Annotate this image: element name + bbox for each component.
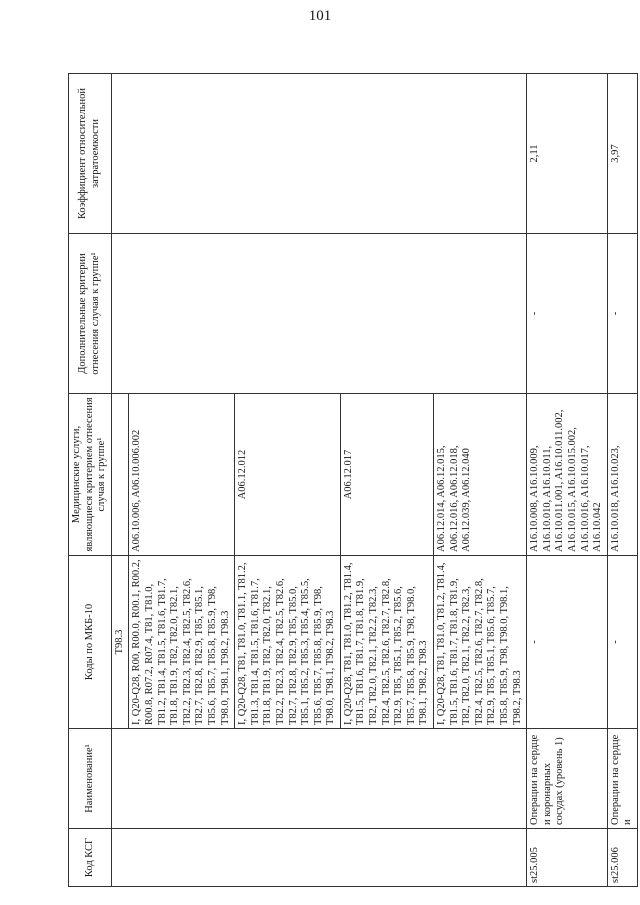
header-name: Наименование¹ — [69, 729, 112, 829]
cell-code: st25.005 — [527, 829, 608, 887]
cell-mkb: - — [607, 556, 637, 729]
header-mkb: Коды по МКБ-10 — [69, 556, 112, 729]
rotated-table-container — [68, 73, 634, 887]
cell-coef-empty — [111, 74, 526, 234]
cell-mkb: I, Q20-Q28, T81, T81.0, T81.2, T81.4, T81.5, T81.6, T81.7, T81.8, T81.9, T82, T82.0, T82.1, T82.2, T82.3, T82.4, T82.5, T82.6, T82.7, T82.8, T82.9, T85, T85.1, T85.2, T85.6, T85.7, T85.8, T85.9, T98, T98.0, T98.1, T98.2, T98.3 — [340, 556, 433, 729]
header-extra: Дополнительные критерии отнесения случая к группе¹ — [69, 234, 112, 394]
page-number: 101 — [308, 8, 332, 24]
cell-services: A16.10.018, A16.10.023, — [607, 394, 637, 556]
cell-mkb: I, Q20-Q28, T81, T81.0, T81.2, T81.4, T81.5, T81.6, T81.7, T81.8, T81.9, T82, T82.0, T82.1, T82.2, T82.3, T82.4, T82.5, T82.6, T82.7, T82.8, T82.9, T85, T85.1, T85.6, T85.7, T85.8, T85.9, T98, T98.0, T98.1, T98.2, T98.3 — [434, 556, 527, 729]
table-row — [527, 74, 608, 887]
cell-coef: 2,11 — [527, 74, 608, 234]
cell-name: Операции на сердце и — [607, 729, 637, 829]
table-row — [111, 74, 129, 887]
cell-services: A06.12.017 — [340, 394, 433, 556]
cell-name: Операции на сердце и коронарных сосудах (уровень 1) — [527, 729, 608, 829]
cell-mkb: I, Q20-Q28, R00, R00.0, R00.1, R00.2, R00.8, R07.2, R07.4, T81, T81.0, T81.2, T81.4, T81.5, T81.6, T81.7, T81.8, T81.9, T82, T82.0, T82.1, T82.2, T82.3, T82.4, T82.5, T82.6, T82.7, T82.8, T82.9, T85, T85.1, T85.6, T85.7, T85.8, T85.9, T98, T98.0, T98.1, T98.2, T98.3 — [129, 556, 235, 729]
cell-name-empty — [111, 729, 526, 829]
cell-extra-empty — [111, 234, 526, 394]
cell-code-empty — [111, 829, 526, 887]
header-coef: Коэффициент относительной затратоемкости — [69, 74, 112, 234]
header-services: Медицинские услуги, являющиеся критерием отнесения случая к группе¹ — [69, 394, 112, 556]
cell-services: A16.10.008, A16.10.009, A16.10.010, A16.10.011, A16.10.011.001, A16.10.011.002, A16.10.015, A16.10.015.002, A16.10.016, A16.10.017, A16.10.042 — [527, 394, 608, 556]
cell-mkb-cont: T98.3 — [111, 556, 129, 729]
header-code: Код КСГ — [69, 829, 112, 887]
cell-coef: 3,97 — [607, 74, 637, 234]
cell-mkb: I, Q20-Q28, T81, T81.0, T81.1, T81.2, T81.3, T81.4, T81.5, T81.6, T81.7, T81.8, T81.9, T82, T82.0, T82.1, T82.2, T82.3, T82.4, T82.5, T82.6, T82.7, T82.8, T82.9, T85, T85.0, T85.1, T85.2, T85.3, T85.4, T85.5, T85.6, T85.7, T85.8, T85.9, T98, T98.0, T98.1, T98.2, T98.3 — [235, 556, 341, 729]
cell-services: A06.12.014, A06.12.015, A06.12.016, A06.12.018, A06.12.039, A06.12.040 — [434, 394, 527, 556]
cell-services-cont — [111, 394, 129, 556]
cell-code: st25.006 — [607, 829, 637, 887]
cell-extra: - — [527, 234, 608, 394]
cell-services: A06.10.006, A06.10.006.002 — [129, 394, 235, 556]
table-row — [607, 74, 637, 887]
cell-extra: - — [607, 234, 637, 394]
cell-services: A06.12.012 — [235, 394, 341, 556]
cell-mkb: - — [527, 556, 608, 729]
header-row — [69, 74, 112, 887]
ksg-table — [68, 73, 638, 887]
